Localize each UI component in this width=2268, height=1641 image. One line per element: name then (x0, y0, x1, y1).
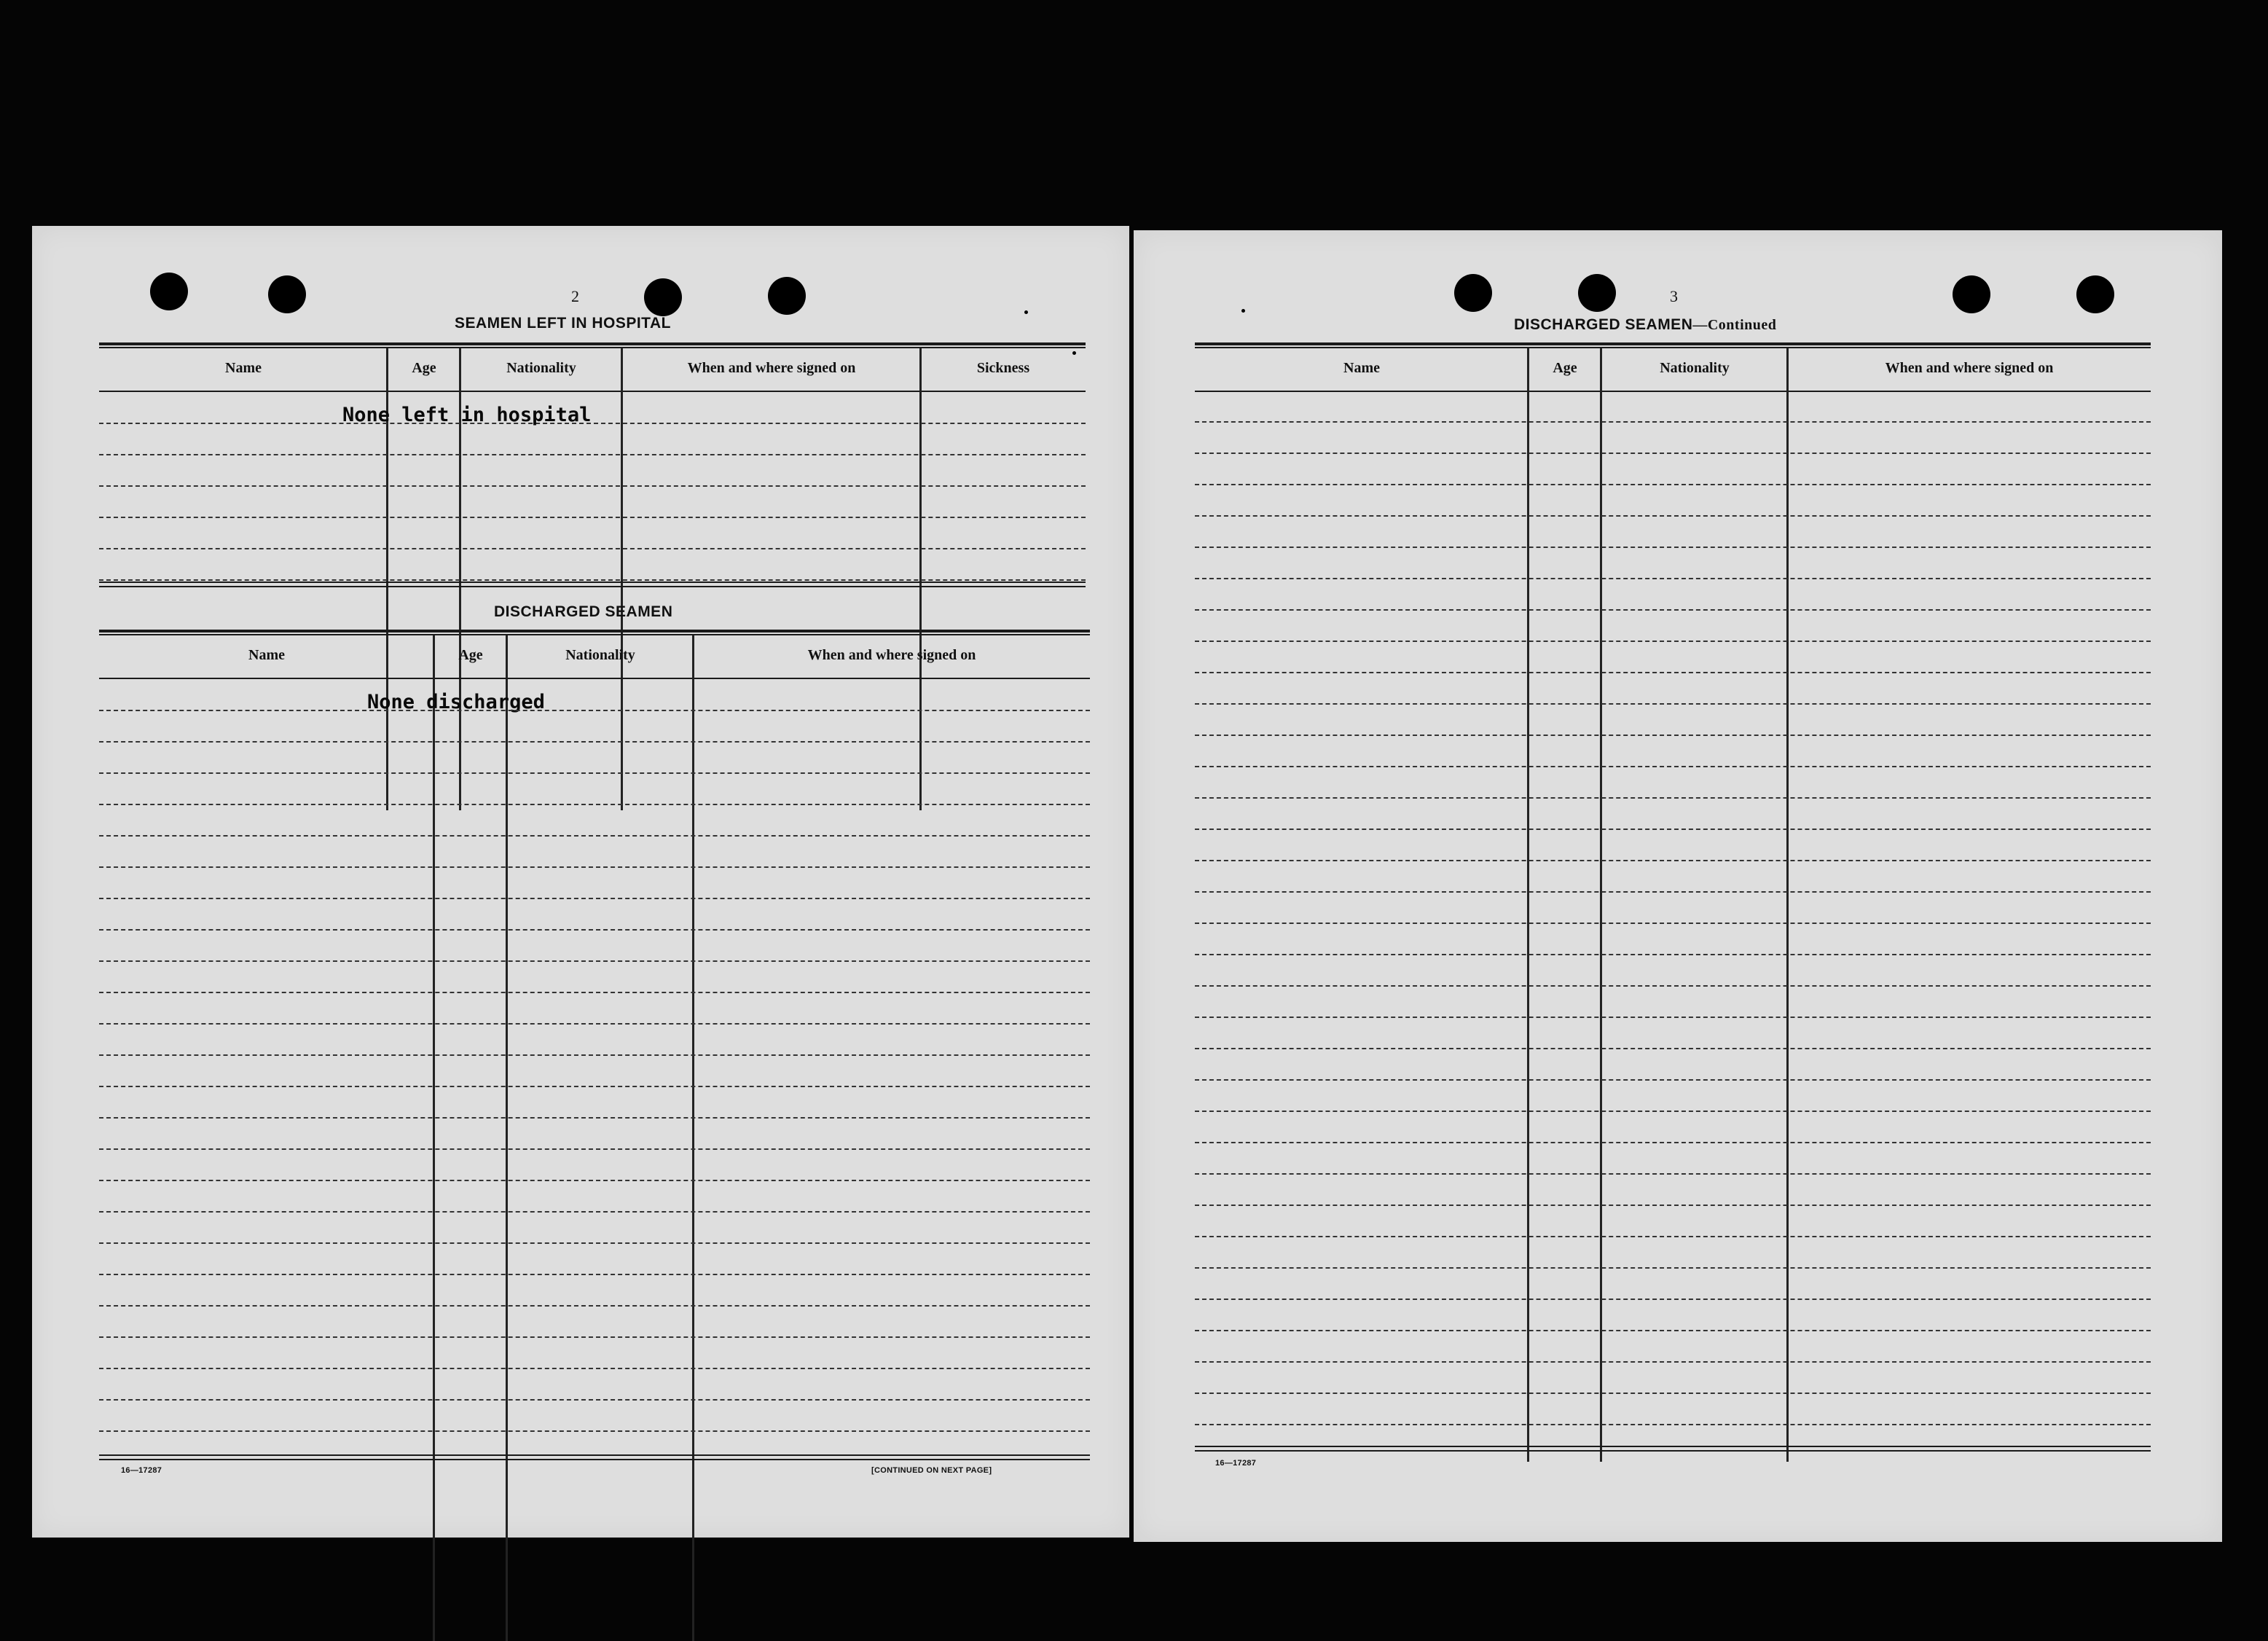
page-number: 3 (1670, 287, 1678, 305)
ink-speck (1024, 310, 1028, 314)
row-line (99, 1117, 1090, 1119)
punch-hole (1578, 274, 1616, 312)
row-line (1195, 829, 2151, 830)
row-line (99, 1399, 1090, 1401)
typed-entry-discharged: None discharged (367, 691, 545, 713)
row-line (1195, 1393, 2151, 1394)
table-top-rule (99, 630, 1090, 632)
col-header-nationality: Nationality (506, 360, 576, 376)
col-header-age: Age (412, 360, 436, 376)
row-line (99, 992, 1090, 993)
row-line (1195, 578, 2151, 579)
row-line (99, 454, 1086, 455)
table-top-rule (1195, 342, 2151, 345)
row-line (99, 485, 1086, 487)
table-top-rule (1195, 347, 2151, 348)
row-line (1195, 766, 2151, 767)
row-line (99, 835, 1090, 837)
row-line (1195, 1111, 2151, 1112)
row-line (99, 1211, 1090, 1213)
row-line (99, 898, 1090, 899)
discharged-section-title: DISCHARGED SEAMEN (494, 603, 673, 620)
ink-speck (1241, 309, 1245, 313)
row-line (99, 710, 1090, 711)
row-line (99, 1148, 1090, 1150)
row-line (1195, 1330, 2151, 1331)
table-top-rule (99, 347, 1086, 348)
punch-hole (150, 273, 188, 310)
row-line (99, 423, 1086, 424)
row-line (1195, 985, 2151, 987)
row-line (1195, 1299, 2151, 1300)
col-header-name: Name (225, 360, 262, 376)
left-page (32, 226, 1129, 1538)
col-header-nationality: Nationality (565, 647, 635, 663)
table-bottom-rule (99, 1459, 1090, 1460)
table-bottom-rule (1195, 1450, 2151, 1452)
row-line (1195, 515, 2151, 517)
col-header-age: Age (458, 647, 483, 663)
punch-hole (2076, 275, 2114, 313)
row-line (99, 1180, 1090, 1181)
row-line (99, 929, 1090, 931)
col-header-name: Name (1343, 360, 1380, 376)
row-line (1195, 860, 2151, 861)
table-bottom-rule (99, 586, 1086, 587)
col-header-signed-on: When and where signed on (687, 360, 856, 376)
title-suffix: —Continued (1692, 317, 1777, 333)
row-line (99, 960, 1090, 962)
typed-entry-hospital: None left in hospital (342, 404, 592, 426)
punch-hole (1454, 274, 1492, 312)
header-rule (99, 391, 1086, 392)
form-number: 16—17287 (1215, 1459, 1257, 1468)
row-line (1195, 672, 2151, 673)
row-line (1195, 1267, 2151, 1269)
row-line (1195, 609, 2151, 611)
ink-speck (1072, 351, 1076, 355)
table-bottom-rule (99, 581, 1086, 583)
row-line (99, 866, 1090, 868)
row-line (99, 1086, 1090, 1087)
row-line (1195, 735, 2151, 736)
row-line (1195, 453, 2151, 454)
row-line (1195, 421, 2151, 423)
column-divider (433, 635, 435, 1641)
col-header-sickness: Sickness (976, 360, 1030, 376)
table-top-rule (99, 634, 1090, 635)
row-line (99, 804, 1090, 805)
row-line (99, 1054, 1090, 1056)
header-rule (99, 678, 1090, 679)
row-line (1195, 1173, 2151, 1175)
table-bottom-rule (99, 1454, 1090, 1456)
row-line (99, 1242, 1090, 1244)
row-line (1195, 954, 2151, 955)
row-line (99, 579, 1086, 581)
row-line (99, 1305, 1090, 1307)
row-line (1195, 1048, 2151, 1049)
punch-hole (644, 278, 682, 316)
row-line (1195, 1236, 2151, 1237)
row-line (99, 548, 1086, 549)
title-main: DISCHARGED SEAMEN (1514, 316, 1693, 333)
row-line (99, 1023, 1090, 1025)
row-line (1195, 923, 2151, 924)
row-line (99, 1274, 1090, 1275)
row-line (99, 741, 1090, 743)
row-line (99, 772, 1090, 774)
row-line (1195, 1361, 2151, 1363)
row-line (1195, 703, 2151, 705)
discharged-continued-title (1514, 316, 1776, 334)
col-header-nationality: Nationality (1660, 360, 1730, 376)
column-divider (506, 635, 508, 1641)
row-line (1195, 891, 2151, 893)
row-line (1195, 484, 2151, 485)
table-bottom-rule (1195, 1446, 2151, 1447)
col-header-signed-on: When and where signed on (807, 647, 976, 663)
header-rule (1195, 391, 2151, 392)
row-line (1195, 1205, 2151, 1206)
row-line (1195, 641, 2151, 642)
row-line (1195, 1142, 2151, 1143)
table-top-rule (99, 342, 1086, 345)
row-line (1195, 547, 2151, 548)
row-line (1195, 1424, 2151, 1425)
row-line (1195, 1017, 2151, 1018)
row-line (1195, 797, 2151, 799)
punch-hole (768, 277, 806, 315)
right-page (1134, 230, 2222, 1542)
hospital-section-title: SEAMEN LEFT IN HOSPITAL (455, 315, 671, 332)
row-line (99, 1368, 1090, 1369)
row-line (99, 1430, 1090, 1432)
col-header-name: Name (248, 647, 285, 663)
continued-note: [CONTINUED ON NEXT PAGE] (871, 1466, 992, 1475)
col-header-age: Age (1553, 360, 1577, 376)
punch-hole (268, 275, 306, 313)
column-divider (692, 635, 694, 1641)
form-number: 16—17287 (121, 1466, 162, 1475)
row-line (99, 1336, 1090, 1338)
row-line (99, 517, 1086, 518)
page-number: 2 (571, 287, 579, 305)
col-header-signed-on: When and where signed on (1885, 360, 2054, 376)
row-line (1195, 1079, 2151, 1081)
punch-hole (1953, 275, 1990, 313)
